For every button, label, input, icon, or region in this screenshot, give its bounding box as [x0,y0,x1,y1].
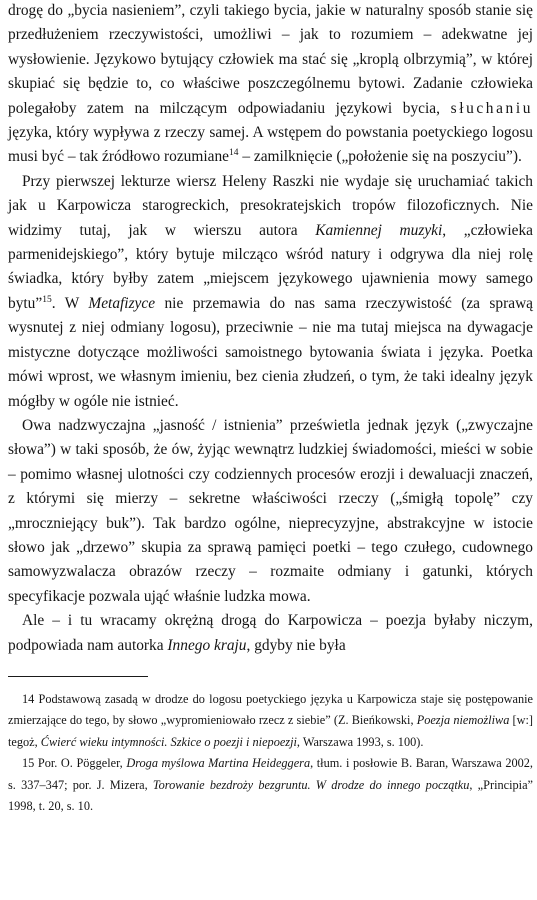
footnote-reference: 14 [228,148,239,159]
text-run: – zamilknięcie („położenie się na poszyciu”). [238,148,522,166]
footnote-separator [8,676,148,677]
text-run: , gdyby nie była [246,636,346,654]
italic-title: Innego kraju [167,636,247,654]
paragraph [8,0,533,170]
text-run: nie przemawia do nas sama rzeczywistość (za sprawą wysnutej z niej odmiany logosu), przeciwnie – nie ma tutaj miejsca na dywagacje mistyczne dotyczące możliwości samoistnego bytowania świata i języka. Poetka mówi wprost, we własnym imieniu, bez cienia złudzeń, o tym, że taki idealny język mógłby w ogóle nie istnieć. [8,294,534,410]
italic-title: Poezja niemożliwa [416,713,510,728]
emphasized-word: słuchaniu [450,99,533,117]
paragraph [8,170,533,414]
main-text [8,0,533,658]
book-page [8,0,533,900]
text-run: , „człowieka parmenidejskiego”, który bytuje milcząco wśród natury i odgrywa dla niej rolę świadka, który byłby zatem „miejscem językowego ujawnienia mowy samego bytu” [8,221,533,312]
italic-title: Kamiennej muzyki [315,221,443,239]
paragraph [8,609,533,658]
text-run: Owa nadzwyczajna „jasność / istnienia” prześwietla jednak język („zwyczajne słowa”) w taki sposób, że ów, żyjąc wewnątrz ludzkiej świadomości, mieści w sobie – pomimo własnej ulotności czy codziennych procesów erozji i dewaluacji znaczeń, z którymi się mierzy – sekretne właściwości rzeczy („śmigłą topolę” czy „mroczniejący buk”). Tak bardzo ogólne, nieprecyzyjne, abstrakcyjne w istocie słowo jak „drzewo” skupia za sprawą pamięci poetki – tego czułego, cudownego samowyzwalacza obrazów rzeczy – rozmaite odmiany i gatunki, których specyfikacje pozwala ująć właśnie ludzka mowa. [8,416,533,605]
text-run: 14 Podstawową zasadą w drodze do logosu poetyckiego języka u Karpowicza staje się postępowanie zmierzające do tego, by słowo „wypromieniowało rzecz z siebie” (Z. Bieńkowski, [8,691,533,728]
text-run: drogę do „bycia nasieniem”, czyli takiego bycia, jakie w naturalny sposób stanie się przedłużeniem rzeczywistości, umożliwi – jak to rozumiem – adekwatne jej wysłowienie. Językowo bytujący człowiek ma stać się „kroplą olbrzymią”, w której skupiać się będzie to, co właściwe poszczególnemu bytowi. Zadanie człowieka polegałoby zatem na milczącym odpowiadaniu językowi bycia, [8,2,533,117]
text-run: 15 Por. O. Pöggeler, [22,756,127,771]
italic-title: Metafizyce [88,294,156,312]
italic-title: Ćwierć wieku intymności. Szkice o poezji i niepoezji [40,734,297,749]
text-run: Ale – i tu wracamy okrężną drogą do Karpowicza – poezja byłaby niczym, podpowiada nam autorka [8,612,533,654]
text-run: Przy pierwszej lekturze wiersz Heleny Raszki nie wydaje się uruchamiać takich jak u Karpowicza starogreckich, presokratejskich tropów filozoficznych. Nie widzimy tutaj, jak w wierszu autora [8,172,533,239]
text-run: języka, który wypływa z rzeczy samej. A wstępem do powstania poetyckiego logosu musi być – tak źródłowo rozumiane [8,124,533,166]
text-run: [w:] tegoż, [8,713,533,749]
text-run: , „Principia” 1998, t. 20, s. 10. [8,777,533,813]
italic-title: Torowanie bezdroży bezgruntu. W drodze do innego początku [152,777,470,792]
footnote-reference: 15 [42,294,52,305]
footnote [8,753,533,817]
italic-title: Droga myślowa Martina Heideggera [126,756,311,771]
text-run: , Warszawa 1993, s. 100). [296,734,424,749]
text-run: , tłum. i posłowie B. Baran, Warszawa 2002, s. 337–347; por. J. Mizera, [8,756,534,792]
footnotes [8,689,533,817]
paragraph [8,414,533,609]
footnote [8,689,533,753]
text-run: . W [51,294,89,312]
